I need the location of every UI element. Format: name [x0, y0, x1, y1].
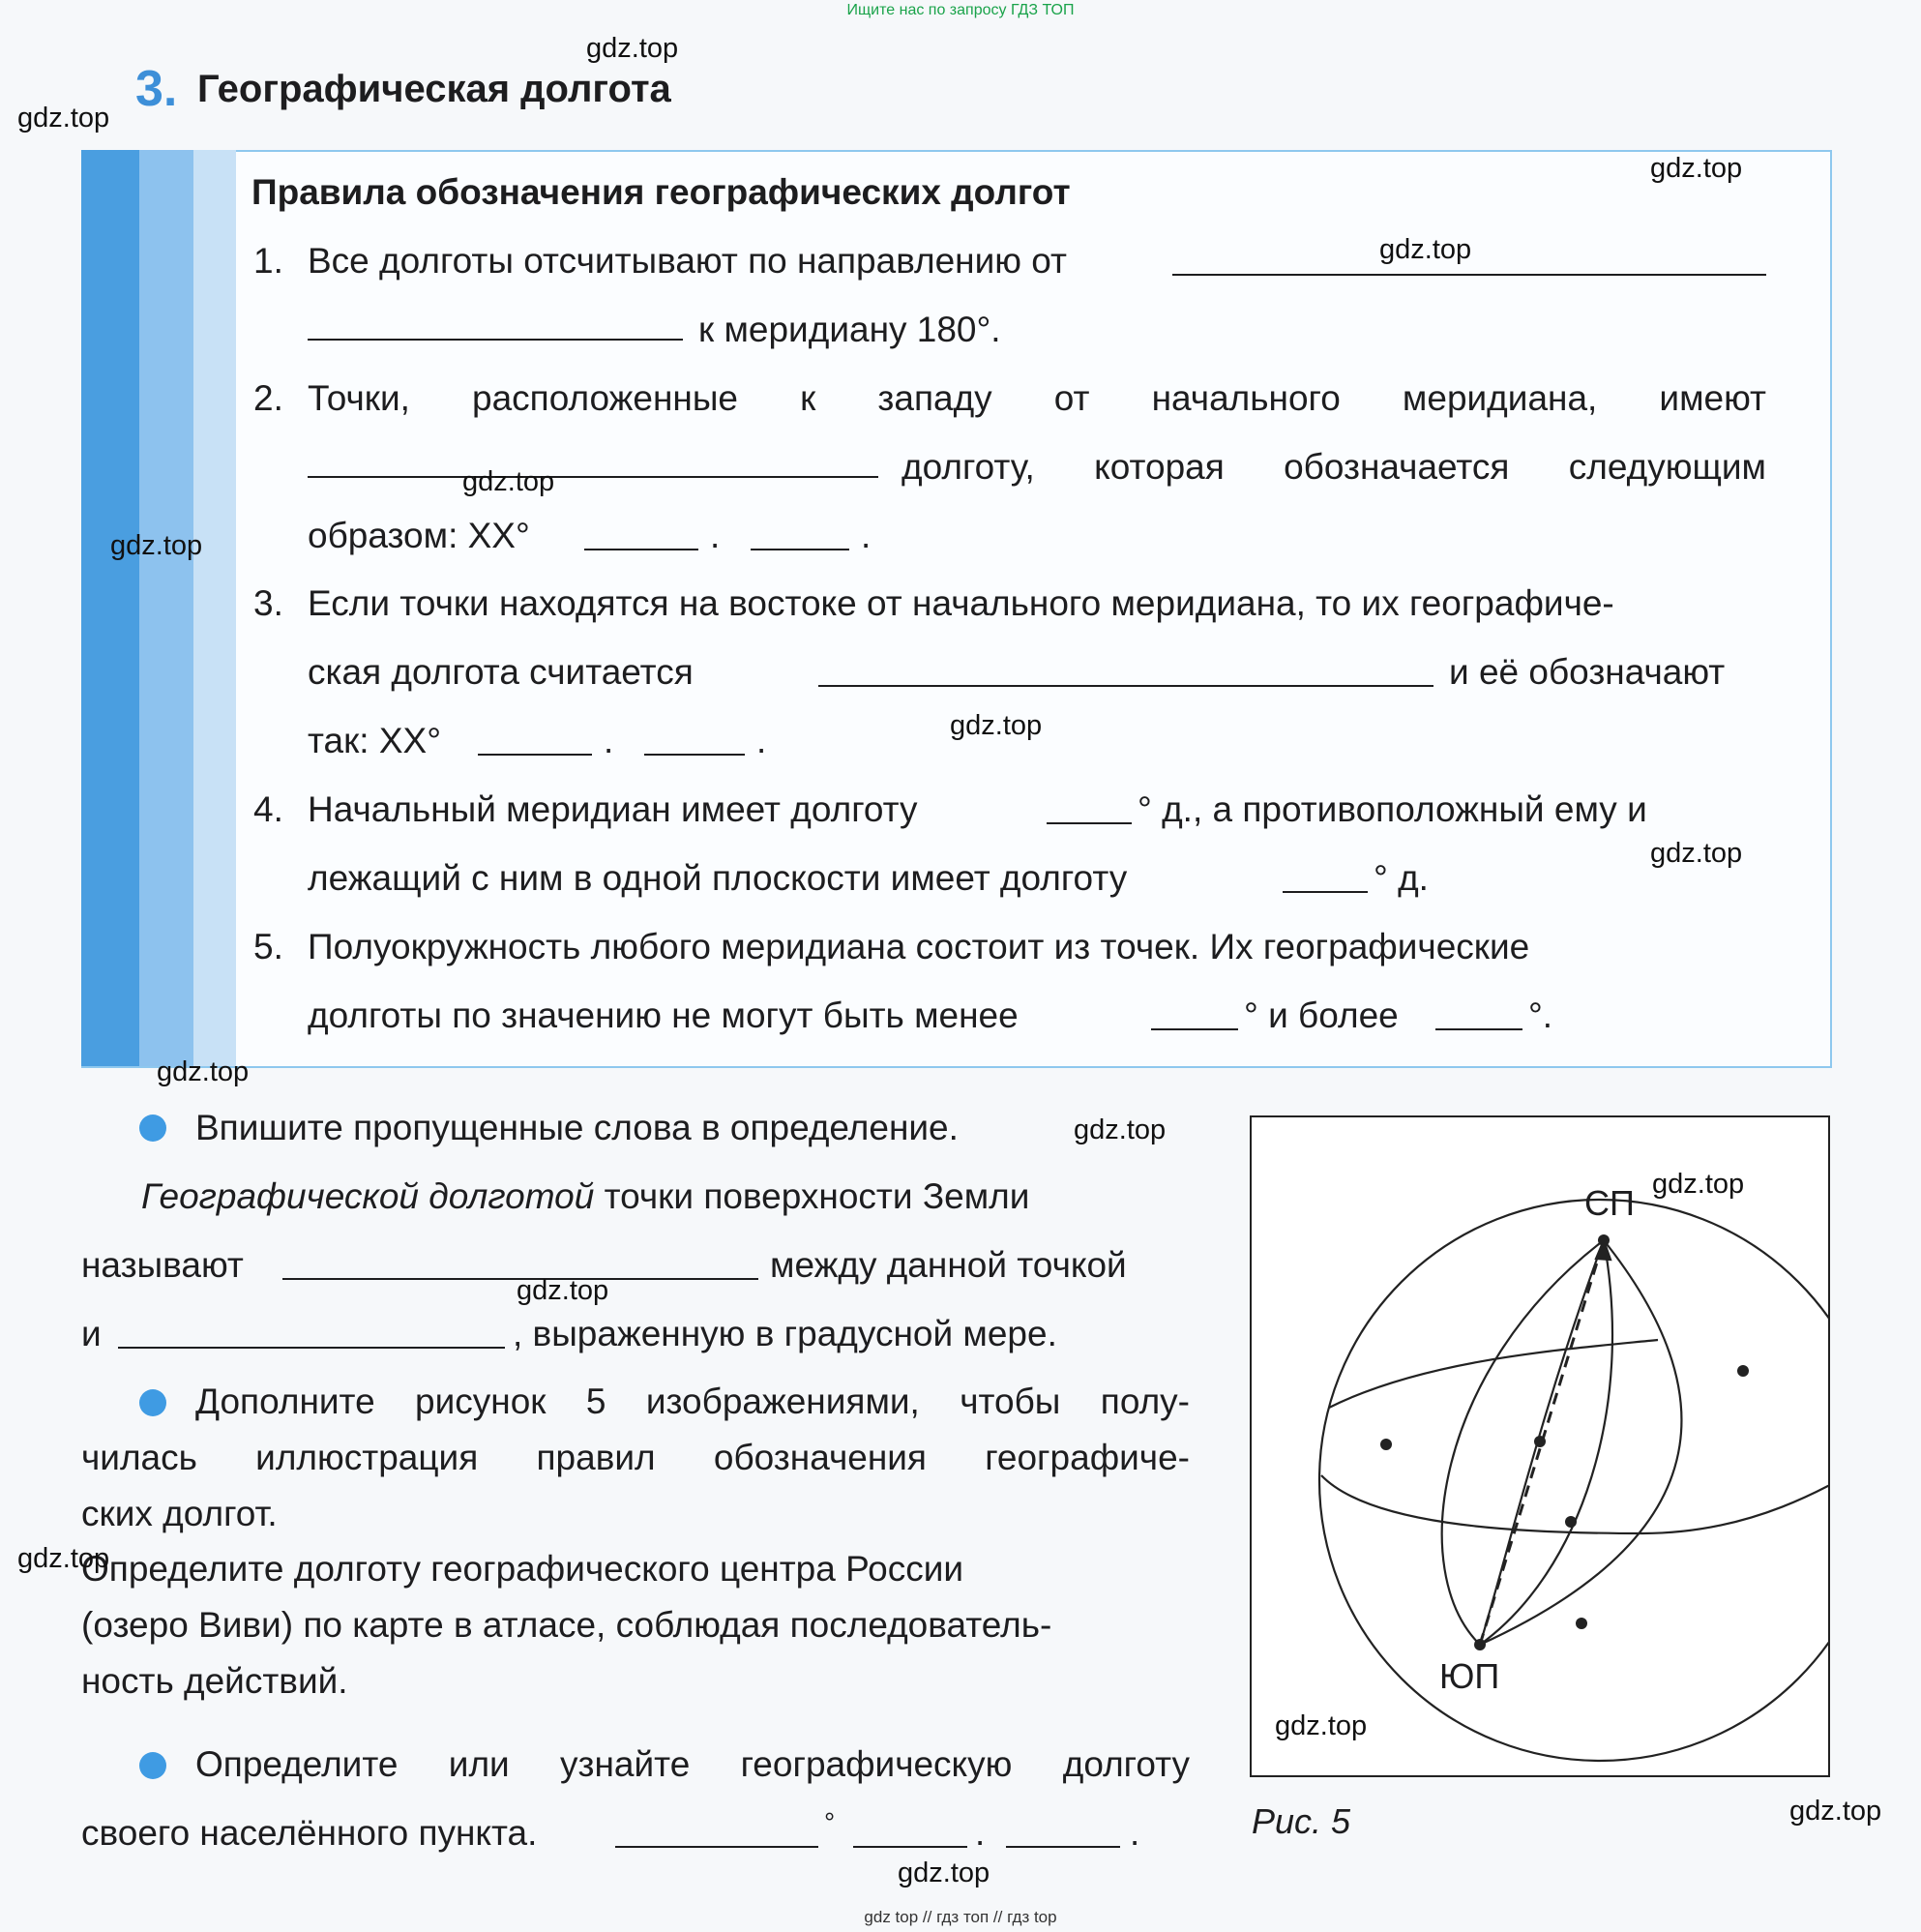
rules-box-stripe: [139, 150, 193, 1066]
rule-2-text-a: Точки, расположенные к западу от начального меридиана, имеют: [308, 378, 1766, 418]
definition-line-2b: между данной точкой: [770, 1245, 1127, 1285]
watermark: gdz.top: [517, 1275, 609, 1306]
rule-5-blank-2[interactable]: [1435, 999, 1522, 1030]
watermark: gdz.top: [1074, 1115, 1167, 1145]
task-4-blank-3[interactable]: [1006, 1817, 1120, 1848]
globe-point: [1380, 1439, 1392, 1450]
north-pole-label: СП: [1584, 1183, 1635, 1223]
task-2-line-1: Дополните рисунок 5 изображениями, чтобы полу-: [195, 1382, 1190, 1421]
rule-1-text-a: Все долготы отсчитывают по направлению от: [308, 241, 1068, 281]
rule-3-text-c: и её обозначают: [1449, 652, 1726, 692]
section-number: 3.: [135, 61, 178, 117]
rule-2-blank-2[interactable]: [584, 520, 698, 550]
rule-1-number: 1.: [253, 241, 283, 281]
rule-1-blank-2[interactable]: [308, 310, 683, 341]
rule-4-blank-2[interactable]: [1283, 862, 1368, 893]
rule-5-text-a: Полуокружность любого меридиана состоит из точек. Их географические: [308, 927, 1530, 966]
globe-point: [1565, 1516, 1577, 1528]
watermark: gdz.top: [462, 466, 555, 497]
watermark: gdz.top: [898, 1858, 990, 1888]
watermark: gdz.top: [1650, 153, 1743, 184]
rule-2-end: .: [861, 516, 872, 555]
north-pole-point: [1598, 1234, 1610, 1246]
rule-3-text-b: ская долгота считается: [308, 652, 694, 692]
watermark: gdz.top: [950, 710, 1043, 741]
bullet-icon: [139, 1115, 166, 1142]
task-4-line-2: своего населённого пункта.: [81, 1813, 538, 1853]
watermark: gdz.top: [1789, 1796, 1882, 1827]
rule-4-text-a: Начальный меридиан имеет долготу: [308, 789, 918, 829]
definition-term: Географической долготой: [141, 1176, 595, 1216]
task-4-dot: .: [975, 1813, 986, 1853]
task-4-degree: °: [824, 1807, 836, 1837]
south-pole-point: [1474, 1639, 1486, 1650]
globe-point: [1534, 1436, 1546, 1447]
definition-line-3a: и: [81, 1314, 102, 1353]
figure-caption: Рис. 5: [1252, 1801, 1351, 1841]
rule-5-blank-1[interactable]: [1151, 999, 1238, 1030]
rule-4-text-b: ° д., а противоположный ему и: [1138, 789, 1647, 829]
rule-5-text-c: ° и более: [1244, 996, 1399, 1035]
top-banner: Ищите нас по запросу ГДЗ ТОП: [846, 2, 1075, 18]
rule-4-text-c: лежащий с ним в одной плоскости имеет долготу: [308, 858, 1128, 898]
definition-line-3b: , выраженную в градусной мере.: [513, 1314, 1057, 1353]
rule-3-dot: .: [604, 721, 614, 760]
task-4-end: .: [1130, 1813, 1140, 1853]
bullet-icon: [139, 1389, 166, 1416]
meridian-left: [1442, 1240, 1604, 1645]
bullet-icon: [139, 1752, 166, 1779]
meridian-right: [1480, 1240, 1681, 1645]
task-3-line-3: ность действий.: [81, 1661, 348, 1701]
definition-blank-2[interactable]: [118, 1318, 505, 1349]
task-4-blank-2[interactable]: [853, 1817, 967, 1848]
globe-outline: [1319, 1200, 1828, 1761]
rule-3-blank-2[interactable]: [478, 725, 592, 756]
watermark: gdz.top: [586, 33, 679, 64]
rule-2-text-c: образом: XX°: [308, 516, 530, 555]
watermark: gdz.top: [1650, 838, 1743, 869]
rule-3-blank-1[interactable]: [818, 656, 1433, 687]
rule-2-blank-1[interactable]: [308, 447, 878, 478]
rule-4-number: 4.: [253, 789, 283, 829]
watermark: gdz.top: [17, 1543, 110, 1574]
watermark: gdz.top: [17, 103, 110, 134]
rule-3-end: .: [756, 721, 767, 760]
rules-box-stripe: [81, 150, 139, 1066]
rule-4-text-d: ° д.: [1374, 858, 1429, 898]
bottom-banner: gdz top // гдз топ // гдз top: [864, 1908, 1057, 1926]
south-pole-label: ЮП: [1439, 1656, 1500, 1696]
rule-2-number: 2.: [253, 378, 283, 418]
task-4-blank-1[interactable]: [615, 1817, 818, 1848]
globe-point: [1576, 1618, 1587, 1629]
task-2-line-2: чилась иллюстрация правил обозначения географиче-: [81, 1438, 1190, 1477]
rule-3-number: 3.: [253, 583, 283, 623]
rule-5-text-b: долготы по значению не могут быть менее: [308, 996, 1019, 1035]
definition-rest: точки поверхности Земли: [594, 1176, 1030, 1216]
globe-point: [1737, 1365, 1749, 1377]
rule-1-text-b: к меридиану 180°.: [698, 310, 1001, 349]
rule-2-text-b: долготу, которая обозначается следующим: [901, 447, 1766, 487]
task-3-line-2: (озеро Виви) по карте в атласе, соблюдая последователь-: [81, 1605, 1052, 1645]
rule-3-text-d: так: XX°: [308, 721, 442, 760]
figure-5: [1250, 1115, 1830, 1777]
watermark: gdz.top: [157, 1056, 250, 1087]
definition-line-2a: называют: [81, 1245, 244, 1285]
rules-heading: Правила обозначения географических долгот: [251, 172, 1071, 212]
rule-3-text-a: Если точки находятся на востоке от начального меридиана, то их географиче-: [308, 583, 1614, 623]
rule-3-blank-3[interactable]: [644, 725, 745, 756]
task-2-line-3: ских долгот.: [81, 1494, 278, 1533]
rule-2-blank-3[interactable]: [751, 520, 849, 550]
watermark: gdz.top: [110, 530, 203, 561]
rule-4-blank-1[interactable]: [1047, 793, 1132, 824]
rule-5-text-d: °.: [1528, 996, 1553, 1035]
watermark: gdz.top: [1275, 1710, 1368, 1741]
rule-5-number: 5.: [253, 927, 283, 966]
definition-line-1: [141, 1176, 1029, 1217]
rules-box-stripe: [193, 150, 236, 1066]
watermark: gdz.top: [1379, 234, 1472, 265]
watermark: gdz.top: [1652, 1169, 1745, 1200]
task-4-line-1: Определите или узнайте географическую долготу: [195, 1744, 1190, 1784]
section-title: Географическая долгота: [197, 68, 671, 110]
task-1-text: Впишите пропущенные слова в определение.: [195, 1108, 959, 1147]
task-3-line-1: Определите долготу географического центра России: [81, 1549, 964, 1589]
globe-diagram: [1252, 1117, 1828, 1775]
rule-2-dot: .: [710, 516, 721, 555]
